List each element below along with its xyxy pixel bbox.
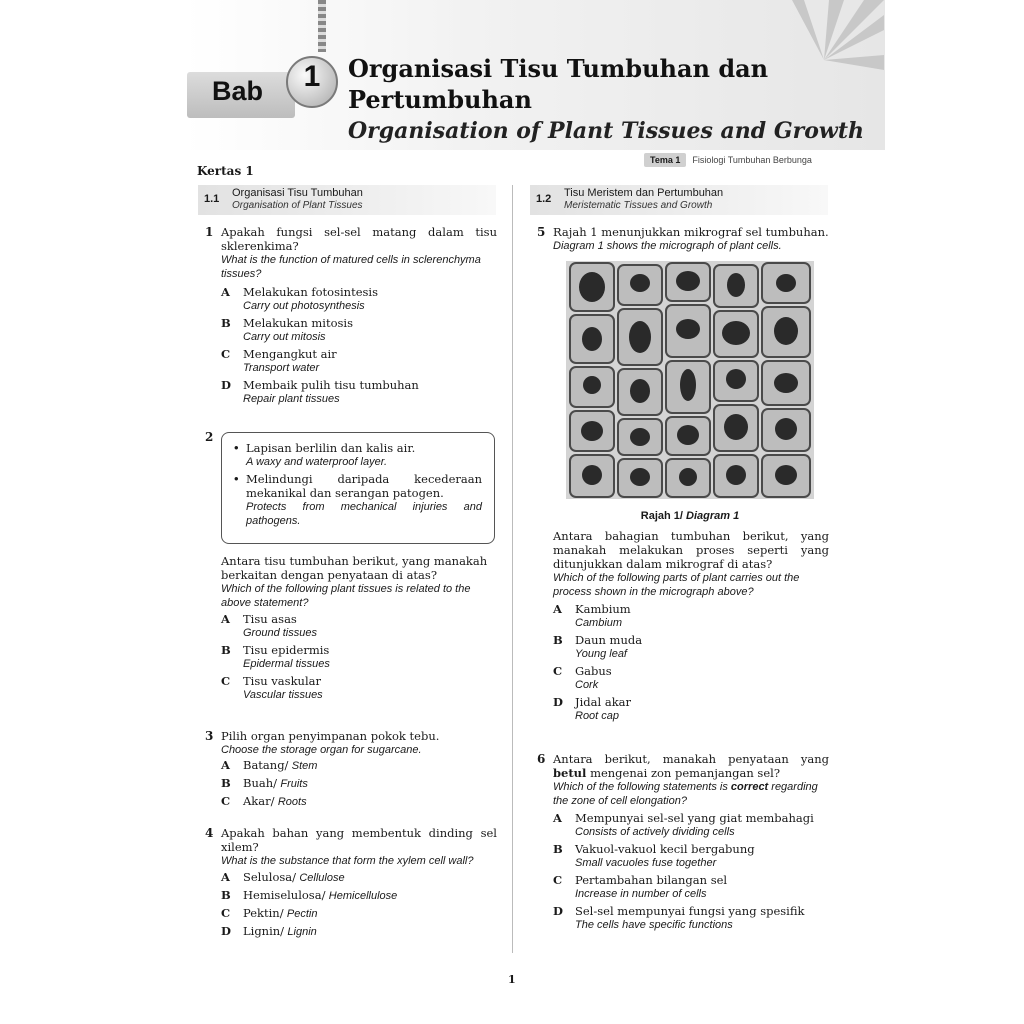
question-number: 3: [205, 729, 214, 743]
option-a: A Melakukan fotosintesis Carry out photosynthesis: [221, 285, 378, 312]
question-2: [221, 554, 497, 702]
option-a: A Mempunyai sel-sel yang giat membahagi Consists of actively dividing cells: [553, 811, 814, 838]
question-number: 5: [537, 225, 546, 239]
paper-label: Kertas 1: [197, 164, 254, 178]
question-text-ms: Pilih organ penyimpanan pokok tebu.: [221, 729, 440, 743]
question-text-ms: Antara bahagian tumbuhan berikut, yang manakah melakukan proses seperti yang ditunjukkan dalam mikrograf di atas?: [553, 529, 829, 571]
bab-label: Bab: [212, 76, 264, 106]
question-number: 6: [537, 752, 546, 766]
diagram-caption: [566, 509, 814, 523]
option-a: A Kambium Cambium: [553, 602, 631, 629]
section-number: 1.2: [536, 193, 552, 205]
question-text-ms: Apakah fungsi sel-sel matang dalam tisu sklerenkima?: [221, 225, 497, 253]
option-c: C Pektin/ Pectin: [221, 906, 318, 920]
option-b: B Daun muda Young leaf: [553, 633, 643, 660]
theme-tag: [644, 153, 812, 167]
column-divider: [512, 185, 513, 953]
statement-bullet: • Melindungi daripada kecederaan mekanikal dan serangan patogen. Protects from mechanical injuries and pathogens.: [232, 472, 482, 528]
section-header-1-1: [198, 185, 496, 215]
question-5: [553, 529, 829, 723]
emphasis-betul: betul: [553, 766, 587, 780]
section-header-1-2: [530, 185, 828, 215]
option-c: C Gabus Cork: [553, 664, 612, 691]
option-c: C Pertambahan bilangan sel Increase in number of cells: [553, 873, 728, 900]
plant-cells-micrograph: [566, 261, 814, 499]
emphasis-correct: correct: [730, 781, 769, 793]
chapter-number: 1: [303, 60, 321, 93]
caption-en: Diagram 1: [686, 510, 740, 522]
option-b: B Buah/ Fruits: [221, 776, 308, 790]
option-c: C Mengangkut air Transport water: [221, 347, 337, 374]
question-text-ms: Antara berikut, manakah penyataan yang betul mengenai zon pemanjangan sel?: [553, 752, 829, 780]
statement-bullet: • Lapisan berlilin dan kalis air. A waxy and waterproof layer.: [232, 441, 482, 469]
option-b: B Melakukan mitosis Carry out mitosis: [221, 316, 353, 343]
option-d: D Membaik pulih tisu tumbuhan Repair plant tissues: [221, 378, 419, 405]
question-text-ms: Antara tisu tumbuhan berikut, yang manakah berkaitan dengan penyataan di atas?: [221, 554, 488, 582]
option-d: D Jidal akar Root cap: [553, 695, 632, 722]
question-text-ms: Rajah 1 menunjukkan mikrograf sel tumbuhan.: [553, 225, 829, 239]
question-text-ms: Apakah bahan yang membentuk dinding sel xilem?: [221, 826, 497, 854]
chapter-title-en: Organisation of Plant Tissues and Growth: [348, 118, 864, 144]
micrograph-image: [566, 261, 814, 499]
question-6: [537, 752, 829, 932]
question-number: 1: [205, 225, 214, 239]
question-5-intro: [537, 225, 829, 253]
theme-text: Fisiologi Tumbuhan Berbunga: [692, 155, 812, 165]
option-d: D Sel-sel mempunyai fungsi yang spesifik The cells have specific functions: [553, 904, 805, 931]
question-text-en: Which of the following statements is correct regarding the zone of cell elongation?: [553, 781, 818, 807]
option-c: C Tisu vaskular Vascular tissues: [221, 674, 323, 701]
option-b: B Hemiselulosa/ Hemicellulose: [221, 888, 398, 902]
option-a: A Selulosa/ Cellulose: [221, 870, 345, 884]
chain-decoration: [318, 0, 326, 52]
option-c: C Akar/ Roots: [221, 794, 307, 808]
question-number: 4: [205, 826, 214, 840]
question-text-en: Which of the following plant tissues is related to the above statement?: [221, 583, 471, 609]
option-b: B Vakuol-vakuol kecil bergabung Small vacuoles fuse together: [553, 842, 755, 869]
chapter-title-ms: Organisasi Tisu Tumbuhan dan Pertumbuhan: [348, 54, 769, 114]
question-text-en: Choose the storage organ for sugarcane.: [221, 744, 422, 756]
theme-badge: Tema 1: [644, 153, 686, 167]
caption-ms: Rajah 1/: [640, 510, 683, 522]
statement-box: [221, 432, 495, 544]
option-a: A Batang/ Stem: [221, 758, 318, 772]
question-number: 2: [205, 430, 214, 444]
option-b: B Tisu epidermis Epidermal tissues: [221, 643, 330, 670]
question-3: [205, 729, 497, 809]
question-text-en: What is the substance that form the xylem cell wall?: [221, 855, 474, 867]
section-title-ms: Tisu Meristem dan Pertumbuhan: [564, 187, 724, 199]
question-text-en: What is the function of matured cells in sclerenchyma tissues?: [221, 254, 481, 280]
section-number: 1.1: [204, 193, 220, 205]
section-title-en: Organisation of Plant Tissues: [232, 200, 363, 211]
question-1: [205, 225, 497, 406]
option-d: D Lignin/ Lignin: [221, 924, 317, 938]
section-title-ms: Organisasi Tisu Tumbuhan: [232, 187, 363, 199]
section-title-en: Meristematic Tissues and Growth: [564, 200, 713, 211]
page-number: 1: [508, 973, 516, 986]
question-4: [205, 826, 497, 939]
option-a: A Tisu asas Ground tissues: [221, 612, 317, 639]
question-text-en: Diagram 1 shows the micrograph of plant cells.: [553, 240, 782, 252]
question-text-en: Which of the following parts of plant carries out the process shown in the micrograph above?: [553, 572, 800, 598]
